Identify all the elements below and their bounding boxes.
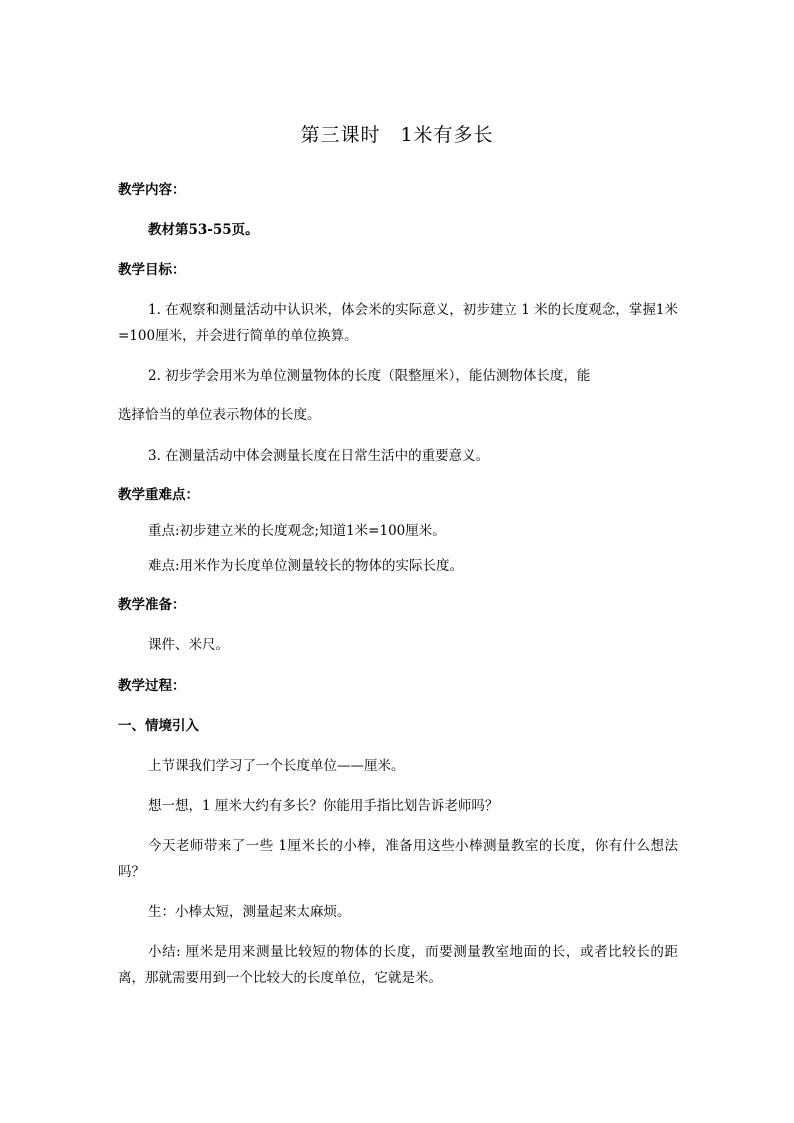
page-title: 第三课时 1米有多长 xyxy=(300,124,494,146)
goal-2-line1: 2. 初步学会用米为单位测量物体的长度（限整厘米），能估测物体长度，能 xyxy=(148,368,591,384)
paragraph-2: 想一想，1 厘米大约有多长？你能用手指比划告诉老师吗？ xyxy=(148,798,499,814)
prep-text: 课件、米尺。 xyxy=(148,637,229,653)
prep-heading: 教学准备： xyxy=(118,597,186,613)
paragraph-5: 小结: 厘米是用来测量比较短的物体的长度，而要测量教室地面的长，或者比较长的距离，那就需要用到一个比较大的长度单位，它就是米。 xyxy=(118,944,678,986)
paragraph-1: 上节课我们学习了一个长度单位——厘米。 xyxy=(148,758,405,774)
goal-3: 3. 在测量活动中体会测量长度在日常生活中的重要意义。 xyxy=(148,448,490,464)
content-text: 教材第53-55页。 xyxy=(148,222,259,238)
difficulty-text: 难点:用米作为长度单位测量较长的物体的实际长度。 xyxy=(148,558,464,574)
keypoint-text: 重点:初步建立米的长度观念;知道1米=100厘米。 xyxy=(148,523,446,539)
content-heading: 教学内容： xyxy=(118,182,186,198)
goals-heading: 教学目标： xyxy=(118,262,186,278)
paragraph-3: 今天老师带来了一些 1厘米长的小棒，准备用这些小棒测量教室的长度，你有什么想法吗？ xyxy=(118,838,678,880)
paragraph-4: 生：小棒太短，测量起来太麻烦。 xyxy=(148,904,351,920)
goal-1: 1. 在观察和测量活动中认识米，体会米的实际意义，初步建立 1 米的长度观念，掌握1米=100厘米，并会进行简单的单位换算。 xyxy=(118,302,678,344)
goal-2-line2: 选择恰当的单位表示物体的长度。 xyxy=(118,407,321,423)
process-heading: 教学过程： xyxy=(118,678,186,694)
keypoints-heading: 教学重难点： xyxy=(118,487,199,503)
section-1-heading: 一、情境引入 xyxy=(118,718,199,734)
